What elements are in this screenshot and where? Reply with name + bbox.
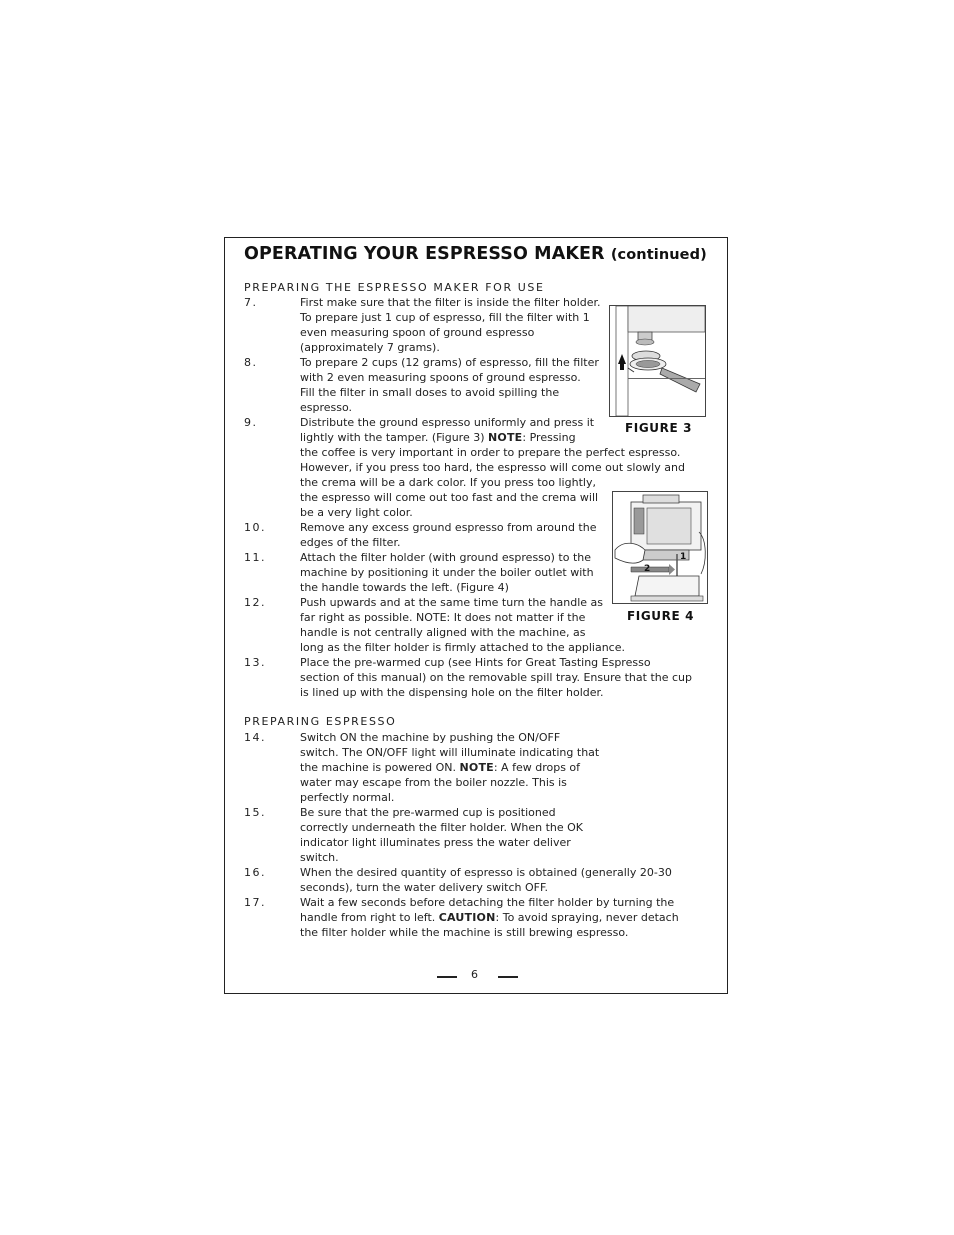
section-heading-espresso: PREPARING ESPRESSO: [244, 715, 397, 728]
item-14-line: water may escape from the boiler nozzle. This is: [300, 776, 567, 789]
item-11-line: Attach the filter holder (with ground espresso) to the: [300, 551, 592, 564]
item-10-line: Remove any excess ground espresso from around the: [300, 521, 597, 534]
item-9-line: the coffee is very important in order to prepare the perfect espresso.: [300, 446, 681, 459]
item-16-line: When the desired quantity of espresso is obtained (generally 20-30: [300, 866, 672, 879]
item-11-line: machine by positioning it under the boiler outlet with: [300, 566, 594, 579]
item-9-line: [300, 430, 576, 445]
item-number: 9.: [244, 416, 258, 429]
item-11-line: the handle towards the left. (Figure 4): [300, 581, 509, 594]
step-1-label: 1: [680, 552, 687, 562]
item-number: 15.: [244, 806, 266, 819]
item-12-line: handle is not centrally aligned with the machine, as: [300, 626, 586, 639]
item-number: 14.: [244, 731, 266, 744]
item-14-line: switch. The ON/OFF light will illuminate indicating that: [300, 746, 600, 759]
title-text: OPERATING YOUR ESPRESSO MAKER: [244, 244, 605, 264]
step-2-label: 2: [644, 564, 651, 574]
item-number: 11.: [244, 551, 266, 564]
item-13-line: Place the pre-warmed cup (see Hints for Great Tasting Espresso: [300, 656, 651, 669]
figure-4-illustration: [612, 491, 708, 604]
footer-dash-right: [498, 976, 518, 978]
item-number: 17.: [244, 896, 266, 909]
item-8-line: with 2 even measuring spoons of ground espresso.: [300, 371, 581, 384]
item-number: 16.: [244, 866, 266, 879]
item-16-line: seconds), turn the water delivery switch OFF.: [300, 881, 549, 894]
item-14-line: perfectly normal.: [300, 791, 395, 804]
up-arrow-icon: [618, 354, 626, 370]
item-7-line: (approximately 7 grams).: [300, 341, 440, 354]
item-17-line: the filter holder while the machine is still brewing espresso.: [300, 926, 629, 939]
page-title: [244, 244, 707, 264]
item-13-line: is lined up with the dispensing hole on the filter holder.: [300, 686, 604, 699]
item-7-line: First make sure that the filter is inside the filter holder.: [300, 296, 601, 309]
item-15-line: switch.: [300, 851, 339, 864]
item-7-line: To prepare just 1 cup of espresso, fill the filter with 1: [300, 311, 590, 324]
item-9-line: the espresso will come out too fast and the crema will: [300, 491, 599, 504]
caution-label: CAUTION: [438, 911, 496, 924]
figure-3-illustration: [609, 305, 706, 417]
item-9-line: However, if you press too hard, the espresso will come out slowly and: [300, 461, 685, 474]
espresso-machine-drawing: [613, 492, 707, 603]
title-suffix: (continued): [610, 247, 707, 263]
filter-holder-drawing: [610, 306, 705, 416]
item-10-line: edges of the filter.: [300, 536, 401, 549]
item-9-line: Distribute the ground espresso uniformly and press it: [300, 416, 595, 429]
item-8-line: espresso.: [300, 401, 353, 414]
item-15-line: Be sure that the pre-warmed cup is positioned: [300, 806, 556, 819]
note-label: NOTE: [459, 761, 494, 774]
item-17-line: Wait a few seconds before detaching the filter holder by turning the: [300, 896, 675, 909]
figure-3-caption: FIGURE 3: [625, 421, 693, 435]
item-9-line: be a very light color.: [300, 506, 413, 519]
item-17-text: : To avoid spraying, never detach: [495, 911, 679, 924]
item-17-text: handle from right to left.: [300, 911, 439, 924]
item-14-text: : A few drops of: [493, 761, 581, 774]
item-13-line: section of this manual) on the removable spill tray. Ensure that the cup: [300, 671, 693, 684]
item-number: 8.: [244, 356, 258, 369]
page-number: 6: [471, 968, 478, 981]
item-number: 13.: [244, 656, 266, 669]
item-9-text: lightly with the tamper. (Figure 3): [300, 431, 489, 444]
item-9-line: the crema will be a dark color. If you press too lightly,: [300, 476, 596, 489]
item-14-text: the machine is powered ON.: [300, 761, 460, 774]
item-15-line: correctly underneath the filter holder. When the OK: [300, 821, 584, 834]
figure-4-caption: FIGURE 4: [627, 609, 695, 623]
item-14-line: [300, 760, 580, 775]
item-number: 12.: [244, 596, 266, 609]
note-label: NOTE: [488, 431, 523, 444]
item-12-line: Push upwards and at the same time turn the handle as: [300, 596, 604, 609]
item-15-line: indicator light illuminates press the water deliver: [300, 836, 571, 849]
item-12-line: long as the filter holder is firmly attached to the appliance.: [300, 641, 625, 654]
item-8-line: To prepare 2 cups (12 grams) of espresso, fill the filter: [300, 356, 599, 369]
item-number: 10.: [244, 521, 266, 534]
footer-dash-left: [437, 976, 457, 978]
item-12-line: far right as possible. NOTE: It does not matter if the: [300, 611, 586, 624]
item-17-line: [300, 910, 679, 925]
section-heading-maker: PREPARING THE ESPRESSO MAKER FOR USE: [244, 281, 545, 294]
item-9-text: : Pressing: [522, 431, 576, 444]
item-7-line: even measuring spoon of ground espresso: [300, 326, 535, 339]
item-8-line: Fill the filter in small doses to avoid spilling the: [300, 386, 560, 399]
item-14-line: Switch ON the machine by pushing the ON/OFF: [300, 731, 561, 744]
item-number: 7.: [244, 296, 258, 309]
